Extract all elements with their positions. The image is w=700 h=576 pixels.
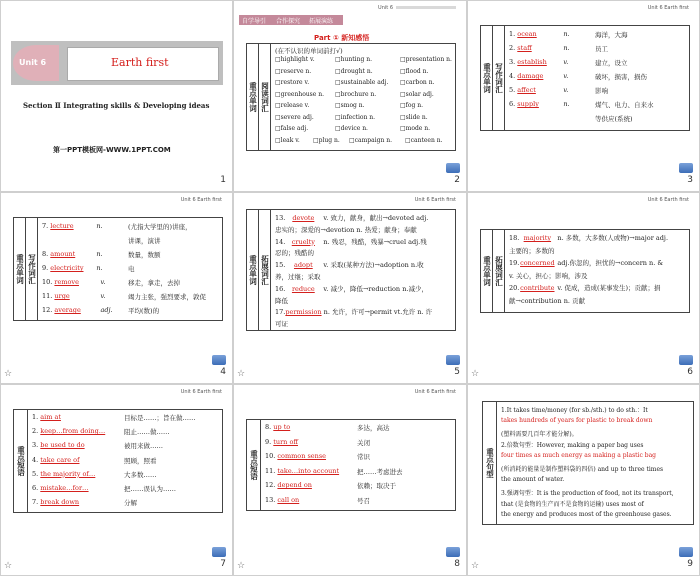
- vocab-word: □reserve n.: [275, 67, 312, 75]
- side-label-key-words: 重点单词: [14, 218, 26, 320]
- part-of-speech: v.: [561, 86, 569, 94]
- answer-word: lecture: [50, 222, 74, 230]
- phrase-item: [265, 495, 370, 505]
- slide-header: Unit 6: [378, 5, 456, 11]
- vocab-word: □canteen n.: [405, 136, 443, 144]
- meaning: 竭力主张，强烈要求，敦促: [128, 293, 206, 301]
- item-number: 7.: [42, 222, 51, 230]
- nav-button[interactable]: [679, 355, 693, 365]
- slide-header: Unit 6 Earth first: [180, 197, 222, 203]
- phrase-item: [265, 437, 370, 447]
- list-item: [509, 58, 628, 67]
- item-number: 4.: [32, 455, 41, 464]
- nav-button[interactable]: [212, 355, 226, 365]
- phrase-item: [265, 466, 403, 476]
- text-line: [275, 307, 432, 316]
- item-number: 1.: [509, 30, 518, 38]
- meaning: 数量，数额: [128, 251, 161, 259]
- side-label-key-phrases: 重点短语: [14, 410, 28, 512]
- part-of-speech: n.: [94, 264, 103, 272]
- answer-phrase: take…into account: [277, 466, 340, 475]
- part-of-speech: n.: [561, 44, 570, 52]
- vocab-word: □carbon n.: [400, 79, 435, 86]
- item-number: 13.: [265, 495, 278, 504]
- answer-phrase: call on: [277, 495, 300, 504]
- vocab-word: □release v.: [275, 102, 310, 109]
- nav-button[interactable]: [679, 163, 693, 173]
- meaning: 把……考虑进去: [357, 467, 403, 476]
- text-line: [509, 271, 588, 280]
- line-text: 献→contribution n. 贡献: [509, 296, 586, 305]
- meaning: 影响: [595, 87, 608, 95]
- phrase-item: [32, 469, 157, 479]
- phrase-item: [32, 441, 163, 451]
- side-label-key-words: 重点单词: [247, 210, 259, 330]
- part-of-speech: n.: [561, 30, 570, 38]
- meaning: 依赖；取决于: [357, 482, 396, 490]
- vocab-word: □fog n.: [400, 102, 424, 109]
- text-line: [275, 296, 288, 305]
- meaning: 平均(数)的: [128, 307, 160, 315]
- slide-header: Unit 6 Earth first: [647, 5, 689, 11]
- meaning: 破坏，损害，损伤: [595, 73, 647, 81]
- answer-phrase: up to: [273, 423, 291, 431]
- meaning: 照顾，照看: [124, 456, 157, 465]
- meaning: (尤指大学里的)讲座，: [128, 223, 192, 231]
- list-item: [42, 278, 180, 287]
- answer-word: establish: [517, 58, 547, 66]
- item-number: 10.: [42, 278, 55, 286]
- slide-thumbnail-4[interactable]: [0, 192, 233, 384]
- nav-button[interactable]: [679, 547, 693, 557]
- item-number: 11.: [265, 466, 278, 475]
- text-line: [275, 284, 428, 293]
- meaning: 海洋，大海: [595, 31, 628, 39]
- sentence-line: the energy and produces most of the greenhouse gases.: [501, 511, 672, 519]
- vocab-word: □infection n.: [335, 113, 376, 121]
- vocab-word: □severe adj.: [275, 113, 314, 121]
- meaning: 员工: [595, 45, 608, 53]
- vocab-table: [13, 217, 223, 321]
- answer-phrase: common sense: [277, 452, 327, 460]
- item-number: 19.: [509, 259, 520, 267]
- item-number: 5.: [32, 469, 41, 478]
- answer-word: affect: [517, 86, 536, 94]
- nav-button[interactable]: [446, 547, 460, 557]
- text-line: [275, 319, 288, 328]
- item-number: 14.: [275, 237, 286, 246]
- vocab-table: [246, 209, 456, 331]
- part-of-speech: n.: [94, 222, 103, 230]
- answer-phrase: be used to do: [40, 441, 85, 450]
- item-number: 8.: [42, 250, 51, 258]
- slide-number: 2: [454, 175, 460, 185]
- item-number: 5.: [509, 86, 518, 94]
- phrase-item: [32, 427, 170, 437]
- text-line: [275, 213, 428, 222]
- sentence-line: the amount of water.: [501, 475, 565, 483]
- slide-header: Unit 6 Earth first: [414, 389, 456, 395]
- answer-phrase: aim at: [40, 413, 61, 421]
- vocab-word: □smog n.: [335, 102, 365, 109]
- answer-word: permission: [285, 308, 322, 317]
- sentence-line: (所消耗的能量是制作塑料袋的四倍) and up to three times: [501, 466, 664, 473]
- sentence-table: [482, 401, 694, 525]
- line-text: v. 关心，担心；影响，涉及: [509, 271, 588, 280]
- vocab-word: □greenhouse n.: [275, 90, 324, 98]
- answer-word: cruelty: [291, 237, 315, 246]
- part-of-speech: adj.: [98, 306, 113, 314]
- item-number: 10.: [265, 452, 278, 460]
- meaning: 把……误认为……: [124, 485, 176, 493]
- sentence-line: takes hundreds of years for plastic to break down: [501, 416, 653, 424]
- sentence-line: 3.强调句型：It is the production of food, not its transport,: [501, 489, 674, 497]
- answer-word: majority: [523, 234, 552, 242]
- side-label-extended: 拓展词汇: [259, 210, 271, 330]
- side-label-key-words: 重点单词: [481, 26, 493, 130]
- meaning: 被用来做……: [124, 442, 163, 451]
- slide-footer: 第一PPT模板网-WWW.1PPT.COM: [53, 146, 171, 154]
- line-text: v. 减少，降低→reduction n.减少，: [321, 284, 428, 293]
- line-text: n. 残忍，残酷，残暴→cruel adj.残: [321, 237, 427, 246]
- vocab-word: □drought n.: [335, 67, 373, 75]
- meaning-continued: 等供应(系统): [595, 115, 633, 123]
- part-of-speech: n.: [94, 250, 103, 258]
- meaning: 大多数……: [124, 470, 157, 479]
- list-item: [42, 264, 135, 273]
- list-item: [42, 292, 206, 301]
- slide-header: Unit 6 Earth first: [414, 197, 456, 203]
- slide-number: 8: [454, 559, 460, 569]
- part-of-speech: n.: [561, 100, 570, 108]
- part-of-speech: v.: [561, 58, 569, 66]
- answer-word: electricity: [50, 264, 84, 272]
- nav-button[interactable]: [446, 163, 460, 173]
- slide-thumbnail-6[interactable]: [467, 192, 700, 384]
- answer-word: adopt: [293, 261, 313, 270]
- slide-header: Unit 6 Earth first: [647, 197, 689, 203]
- side-label-writing: 写作词汇: [26, 218, 38, 320]
- text-line: [275, 260, 424, 269]
- sentence-line: (塑料需要几百年才能分解)。: [501, 430, 578, 438]
- meaning: 多达，高达: [357, 424, 390, 432]
- vocab-word: □brochure n.: [335, 90, 377, 98]
- item-number: 7.: [32, 498, 41, 507]
- nav-button[interactable]: [446, 355, 460, 365]
- item-number: 6.: [509, 100, 518, 108]
- answer-word: urge: [54, 292, 70, 300]
- answer-word: damage: [517, 72, 544, 80]
- line-text: adj.你忽的，担忧的→concern n. &: [555, 259, 664, 267]
- item-number: 13.: [275, 214, 286, 222]
- text-line: [275, 237, 427, 246]
- phrase-table: [246, 419, 456, 511]
- text-line: [509, 296, 585, 305]
- vocab-table: [246, 43, 456, 151]
- answer-phrase: turn off: [273, 437, 298, 446]
- vocab-word: □flood n.: [400, 67, 429, 75]
- vocab-word: □sustainable adj.: [335, 79, 389, 86]
- unit-title: Earth first: [111, 56, 169, 69]
- instruction: (在不认识的单词前打√): [275, 47, 343, 55]
- answer-word: remove: [54, 278, 79, 286]
- item-number: 6.: [32, 484, 41, 492]
- part-of-speech: v.: [561, 72, 569, 80]
- item-number: 8.: [265, 423, 274, 431]
- list-item: [42, 306, 160, 315]
- item-number: 15.: [275, 261, 286, 270]
- slide-thumbnail-5[interactable]: [233, 192, 467, 384]
- item-number: 11.: [42, 292, 55, 300]
- item-number: 18.: [509, 234, 520, 242]
- star-icon[interactable]: ☆: [237, 369, 246, 379]
- star-icon[interactable]: ☆: [4, 369, 13, 379]
- item-number: 9.: [265, 437, 274, 446]
- answer-phrase: take care of: [40, 455, 80, 464]
- phrase-item: [32, 413, 196, 422]
- side-label-writing: 写作词汇: [493, 26, 505, 130]
- answer-phrase: break down: [40, 498, 80, 507]
- item-number: 2.: [509, 44, 518, 52]
- meaning: 阻止……做……: [124, 428, 170, 437]
- list-item: [509, 72, 647, 81]
- answer-phrase: depend on: [277, 481, 312, 489]
- meaning: 讲课，演讲: [128, 237, 161, 245]
- phrase-item: [32, 484, 176, 493]
- slide-number: 1: [220, 175, 226, 185]
- slide-number: 9: [687, 559, 693, 569]
- vocab-word: □campaign n.: [349, 136, 393, 144]
- text-line: [509, 233, 668, 242]
- slide-thumbnail-9[interactable]: [467, 384, 700, 576]
- sentence-line: 1.It takes time/money (for sb./sth.) to do sth.：It: [501, 407, 648, 414]
- tab-extend[interactable]: 拓展演练: [309, 18, 334, 25]
- part-of-speech: v.: [98, 278, 106, 286]
- line-text: v. 采取(某种方法)→adoption n.收: [321, 261, 424, 270]
- vocab-word: □device n.: [335, 125, 368, 132]
- line-text: v. 促成，造成(某事发生)；贡献；捐: [555, 284, 661, 292]
- list-item: [509, 44, 608, 53]
- item-number: 3.: [509, 58, 518, 66]
- vocab-table: [480, 25, 690, 131]
- tab-self-study[interactable]: 自学导引: [242, 18, 267, 25]
- meaning: 号召: [357, 496, 370, 505]
- line-text: v. 致力，献身，献出→devoted adj.: [321, 214, 429, 222]
- vocab-word: □presentation n.: [400, 56, 452, 63]
- item-number: 2.: [32, 427, 41, 436]
- answer-word: ocean: [517, 30, 537, 38]
- phrase-table: [13, 409, 223, 513]
- text-line: [509, 283, 661, 292]
- line-text: 忠实的；深爱的→devotion n. 热爱；献身；奉献: [275, 225, 417, 234]
- sentence-line: that (是食物的生产而不是食物的运输) uses most of: [501, 501, 644, 509]
- item-number: 12.: [265, 481, 278, 489]
- answer-word: supply: [517, 100, 539, 108]
- answer-phrase: keep…from doing…: [40, 427, 106, 436]
- phrase-item: [265, 452, 370, 461]
- part-title: Part ① 新知感悟: [314, 34, 370, 42]
- line-text: n. 允许，许可→permit vt.允许 n. 许: [321, 308, 433, 317]
- vocab-word: □plug n.: [313, 136, 340, 144]
- line-text: 养，过继；采取: [275, 273, 321, 281]
- vocab-word: □solar adj.: [400, 90, 434, 98]
- list-item: [509, 30, 628, 39]
- slide-thumbnail-2[interactable]: [233, 0, 467, 192]
- side-label-key-sentences: 重点句型: [483, 402, 497, 524]
- line-text: n. 多数，大多数(人或物)→major adj.: [555, 234, 669, 242]
- item-number: 4.: [509, 72, 518, 80]
- meaning: 目标是……；旨在做……: [124, 414, 196, 422]
- phrase-item: [265, 481, 396, 490]
- answer-word: amount: [50, 250, 76, 258]
- item-number: 1.: [32, 413, 41, 421]
- item-number: 9.: [42, 264, 51, 272]
- slide-thumbnail-1[interactable]: [0, 0, 233, 192]
- item-number: 16.: [275, 284, 286, 293]
- line-text: 可证: [275, 320, 288, 329]
- phrase-item: [265, 423, 390, 432]
- meaning: 建立，设立: [595, 59, 628, 67]
- answer-word: reduce: [291, 284, 315, 293]
- meaning: 电: [128, 265, 135, 273]
- vocab-word: □mode n.: [400, 125, 431, 132]
- item-number: 20.: [509, 284, 520, 292]
- meaning: 移走，拿走，去掉: [128, 279, 180, 287]
- star-icon[interactable]: ☆: [237, 561, 246, 571]
- slide-number: 6: [687, 367, 693, 377]
- text-line: [509, 246, 555, 255]
- list-item: [42, 222, 192, 231]
- part-of-speech: v.: [98, 292, 106, 300]
- list-item: [42, 250, 161, 259]
- vocab-word: □highlight v.: [275, 56, 315, 63]
- list-item: [509, 86, 608, 95]
- vocab-word: □restore v.: [275, 79, 310, 86]
- slide-number: 3: [687, 175, 693, 185]
- star-icon[interactable]: ☆: [471, 561, 480, 571]
- vocab-word: □false adj.: [275, 125, 309, 132]
- slide-thumbnail-3[interactable]: [467, 0, 700, 192]
- vocab-table: [480, 229, 690, 313]
- text-line: [509, 258, 663, 267]
- nav-button[interactable]: [212, 547, 226, 557]
- slide-number: 7: [220, 559, 226, 569]
- side-label-extended: 拓展词汇: [493, 230, 505, 312]
- line-text: 忍的；残酷的: [275, 249, 314, 258]
- vocab-word: □leak v.: [275, 136, 300, 144]
- answer-word: contribute: [520, 284, 555, 292]
- side-label-key-phrases: 重点短语: [247, 420, 261, 510]
- slide-header: Unit 6 Earth first: [180, 389, 222, 395]
- side-label-key-words: 重点单词: [247, 44, 259, 150]
- answer-word: devote: [292, 214, 315, 222]
- line-text: 降低: [275, 296, 288, 305]
- meaning: 煤气、电力、自来水: [595, 101, 654, 109]
- answer-phrase: the majority of…: [40, 469, 96, 478]
- slide-number: 4: [220, 367, 226, 377]
- unit-label: Unit 6: [19, 58, 47, 67]
- side-label-key-words: 重点单词: [481, 230, 493, 312]
- item-number: 17.: [275, 308, 286, 317]
- text-line: [275, 248, 314, 257]
- star-icon[interactable]: ☆: [471, 369, 480, 379]
- slide-thumbnail-8[interactable]: [233, 384, 467, 576]
- line-text: 主要的；多数的: [509, 246, 555, 255]
- section-title: Section Ⅱ Integrating skills & Developing ideas: [23, 101, 210, 110]
- sentence-line: four times as much energy as making a plastic bag: [501, 452, 657, 460]
- answer-word: staff: [517, 44, 532, 52]
- tab-cooperate[interactable]: 合作探究: [276, 18, 301, 25]
- slide-thumbnail-7[interactable]: [0, 384, 233, 576]
- phrase-item: [32, 498, 137, 508]
- vocab-word: □hunting n.: [335, 56, 372, 63]
- item-number: 3.: [32, 441, 41, 450]
- meaning: 分解: [124, 499, 137, 508]
- answer-word: average: [54, 306, 81, 314]
- phrase-item: [32, 455, 157, 465]
- text-line: [275, 272, 321, 281]
- item-number: 12.: [42, 306, 55, 314]
- sentence-line: 2.倍数句型：However, making a paper bag uses: [501, 442, 644, 450]
- meaning: 常识: [357, 453, 370, 461]
- text-line: [275, 225, 417, 234]
- answer-word: concerned: [520, 259, 555, 267]
- vocab-word: □slide n.: [400, 113, 428, 121]
- side-label-reading: 阅读词汇: [259, 44, 271, 150]
- list-item: [509, 100, 654, 109]
- slide-number: 5: [454, 367, 460, 377]
- star-icon[interactable]: ☆: [4, 561, 13, 571]
- meaning: 关闭: [357, 438, 370, 447]
- answer-phrase: mistake…for…: [40, 484, 89, 492]
